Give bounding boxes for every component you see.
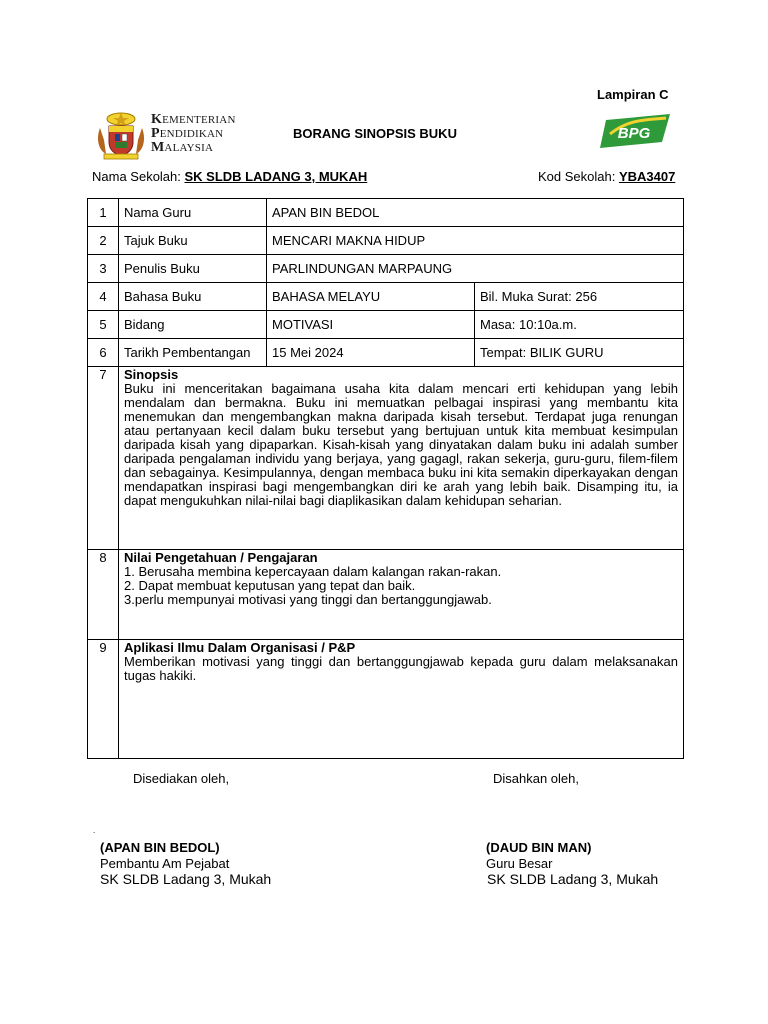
- aplikasi-cell: [119, 640, 684, 759]
- row-nilai: [88, 550, 684, 640]
- school-name-line: [92, 169, 367, 184]
- sinopsis-title: Sinopsis: [124, 367, 179, 382]
- nilai-item: 1. Berusaha membina kepercayaan dalam kalangan rakan-rakan.: [124, 564, 502, 579]
- logo-line-2: PENDIDIKAN: [151, 126, 224, 141]
- row-label: Nama Guru: [119, 199, 267, 227]
- aplikasi-title: Aplikasi Ilmu Dalam Organisasi / P&P: [124, 640, 356, 655]
- sinopsis-text: Buku ini menceritakan bagaimana usaha kita dalam mencari erti kehidupan yang lebih mendalam dan bermakna. Buku ini memuatkan pelbagai inspirasi yang membantu kita menemukan dan mengembangkan makna daripada kisah tersebut. Terdapat juga renungan atau pertanyaan kecil dalam buku tersebut yang bertujuan untuk kita membuat kesimpulan daripada kisah yang dipaparkan. Kisah-kisah yang dinyatakan dalam buku ini adalah sumber daripada pengalaman individu yang berjaya, yang gagagl, rakan sekerja, guru-guru, filem-filem dan sebagainya. Kesimpulannya, dengan membaca buku ini kita semakin diperkayakan dengan mendapatkan inspirasi bagi mengembangkan diri ke arah yang lebih baik. Disamping itu, ia dapat mengukuhkan nilai-nilai bagi diaplikasikan dalam kehidupan seharian.: [124, 381, 678, 508]
- row-number: 4: [88, 283, 119, 311]
- nilai-title: Nilai Pengetahuan / Pengajaran: [124, 550, 318, 565]
- row-value: BAHASA MELAYU: [267, 283, 475, 311]
- preparer-position: Pembantu Am Pejabat: [100, 856, 230, 871]
- sinopsis-cell: [119, 367, 684, 550]
- row-tarikh: [88, 339, 684, 367]
- nilai-item: 2. Dapat membuat keputusan yang tepat dan baik.: [124, 578, 416, 593]
- row-value: MOTIVASI: [267, 311, 475, 339]
- lampiran-label: Lampiran C: [597, 87, 669, 102]
- logo-line-3: MALAYSIA: [151, 140, 214, 155]
- school-code-line: [538, 169, 675, 184]
- row-number: 2: [88, 227, 119, 255]
- preparer-school: SK SLDB Ladang 3, Mukah: [100, 871, 272, 887]
- nilai-item: 3.perlu mempunyai motivasi yang tinggi dan bertanggungjawab.: [124, 592, 492, 607]
- preparer-name: (APAN BIN BEDOL): [100, 840, 220, 855]
- ministry-logo: [92, 110, 267, 160]
- ministry-name: [151, 113, 236, 155]
- row-number: 1: [88, 199, 119, 227]
- row-number: 8: [88, 550, 119, 640]
- row-value: PARLINDUNGAN MARPAUNG: [267, 255, 684, 283]
- row-penulis-buku: [88, 255, 684, 283]
- approver-school: SK SLDB Ladang 3, Mukah: [487, 871, 659, 887]
- row-number: 5: [88, 311, 119, 339]
- row-extra: Masa: 10:10a.m.: [475, 311, 684, 339]
- row-value: APAN BIN BEDOL: [267, 199, 684, 227]
- row-value: 15 Mei 2024: [267, 339, 475, 367]
- code-label: Kod Sekolah:: [538, 169, 619, 184]
- row-label: Tajuk Buku: [119, 227, 267, 255]
- logo-line-1: KEMENTERIAN: [151, 112, 236, 127]
- row-extra: Bil. Muka Surat: 256: [475, 283, 684, 311]
- row-number: 3: [88, 255, 119, 283]
- row-number: 6: [88, 339, 119, 367]
- synopsis-form-table: [87, 198, 684, 759]
- nilai-cell: [119, 550, 684, 640]
- bpg-logo-icon: [600, 114, 670, 148]
- code-value: YBA3407: [618, 169, 676, 184]
- row-number: 7: [88, 367, 119, 550]
- row-aplikasi: [88, 640, 684, 759]
- row-label: Penulis Buku: [119, 255, 267, 283]
- stray-dot: .: [93, 826, 96, 835]
- aplikasi-text: Memberikan motivasi yang tinggi dan bertanggungjawab kepada guru dalam melaksanakan tugas hakiki.: [124, 654, 678, 683]
- row-sinopsis: [88, 367, 684, 550]
- row-bahasa-buku: [88, 283, 684, 311]
- row-label: Tarikh Pembentangan: [119, 339, 267, 367]
- row-value: MENCARI MAKNA HIDUP: [267, 227, 684, 255]
- row-tajuk-buku: [88, 227, 684, 255]
- row-bidang: [88, 311, 684, 339]
- approver-position: Guru Besar: [486, 856, 553, 871]
- prepared-by-label: Disediakan oleh,: [133, 771, 230, 786]
- row-label: Bidang: [119, 311, 267, 339]
- row-extra: Tempat: BILIK GURU: [475, 339, 684, 367]
- approved-by-label: Disahkan oleh,: [493, 771, 579, 786]
- row-nama-guru: [88, 199, 684, 227]
- approver-name: (DAUD BIN MAN): [486, 840, 592, 855]
- row-number: 9: [88, 640, 119, 759]
- coat-of-arms-icon: [92, 110, 150, 160]
- form-title: BORANG SINOPSIS BUKU: [293, 126, 457, 141]
- bpg-logo-text: BPG: [617, 125, 651, 142]
- school-value: SK SLDB LADANG 3, MUKAH: [184, 169, 368, 184]
- school-label: Nama Sekolah:: [92, 169, 185, 184]
- row-label: Bahasa Buku: [119, 283, 267, 311]
